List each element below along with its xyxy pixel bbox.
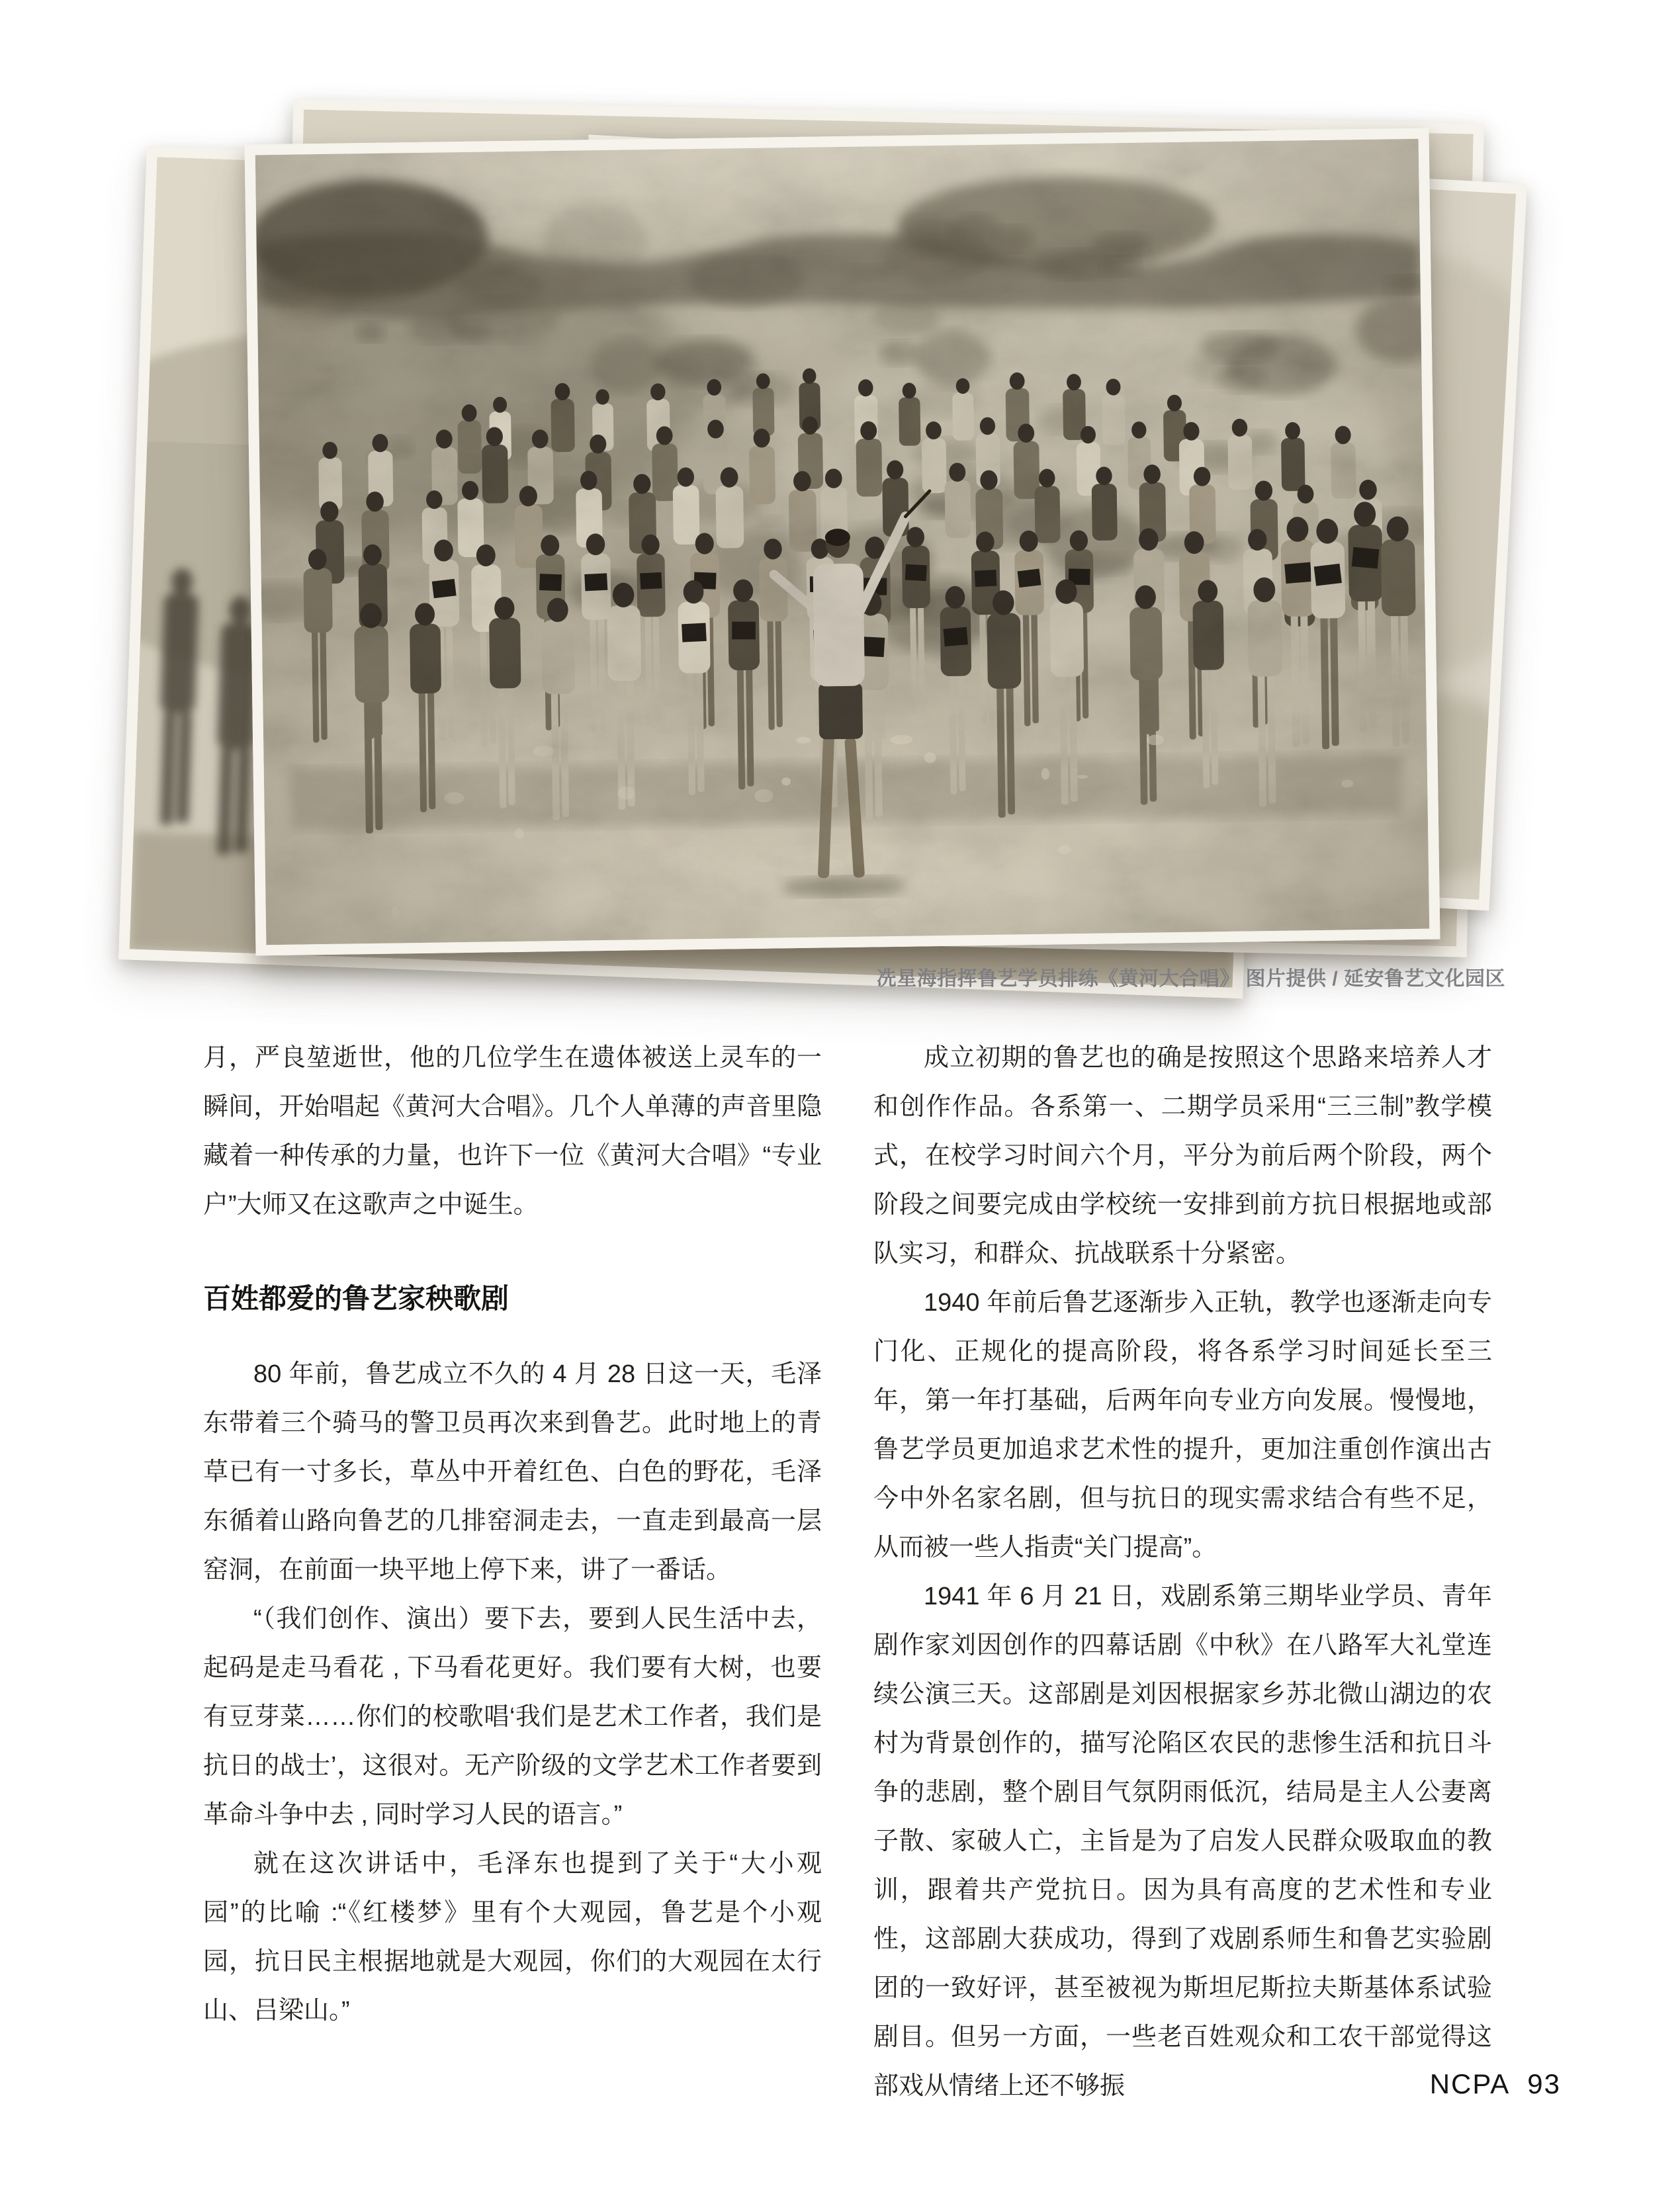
page-number: 93	[1527, 2068, 1561, 2099]
body-paragraph: 80 年前，鲁艺成立不久的 4 月 28 日这一天，毛泽东带着三个骑马的警卫员再次来到鲁艺。此时地上的青草已有一寸多长，草丛中开着红色、白色的野花，毛泽东循着山路向鲁艺的几排窑洞走去，一直走到最高一层窑洞，在前面一块平地上停下来，讲了一番话。	[203, 1360, 822, 1584]
article-columns	[203, 1033, 1493, 2111]
choir-photo-scene	[255, 139, 1429, 945]
choir-photo	[245, 128, 1440, 956]
body-paragraph: 1941 年 6 月 21 日，戏剧系第三期毕业学员、青年剧作家刘因创作的四幕话剧《中秋》在八路军大礼堂连续公演三天。这部剧是刘因根据家乡苏北微山湖边的农村为背景创作的，描写沦陷区农民的悲惨生活和抗日斗争的悲剧，整个剧目气氛阴雨低沉，结局是主人公妻离子散、家破人亡，主旨是为了启发人民群众吸取血的教训，跟着共产党抗日。因为具有高度的艺术性和专业性，这部剧大获成功，得到了戏剧系师生和鲁艺实验剧团的一致好评，甚至被视为斯坦尼斯拉夫斯基体系试验剧目。但另一方面，一些老百姓观众和工农干部觉得这部戏从情绪上还不够振	[873, 1583, 1492, 2100]
right-column	[873, 1033, 1492, 2111]
photo-caption: 冼星海指挥鲁艺学员排练《黄河大合唱》 图片提供 / 延安鲁艺文化园区	[876, 968, 1505, 990]
body-paragraph: 1940 年前后鲁艺逐渐步入正轨，教学也逐渐走向专门化、正规化的提高阶段，将各系学习时间延长至三年，第一年打基础，后两年向专业方向发展。慢慢地，鲁艺学员更加追求艺术性的提升，更加注重创作演出古今中外名家名剧，但与抗日的现实需求结合有些不足，从而被一些人指责“关门提高”。	[873, 1289, 1492, 1561]
body-paragraph: “（我们创作、演出）要下去，要到人民生活中去，起码是走马看花 , 下马看花更好。我们要有大树，也要有豆芽菜……你们的校歌唱‘我们是艺术工作者，我们是抗日的战士’，这很对。无产阶级的文学艺术工作者要到革命斗争中去 , 同时学习人民的语言。”	[203, 1605, 822, 1829]
section-heading: 百姓都爱的鲁艺家秧歌剧	[203, 1283, 509, 1314]
body-paragraph: 就在这次讲话中，毛泽东也提到了关于“大小观园”的比喻 :“《红楼梦》里有个大观园，鲁艺是个小观园，抗日民主根据地就是大观园，你们的大观园在太行山、吕梁山。”	[203, 1850, 822, 2025]
body-paragraph: 成立初期的鲁艺也的确是按照这个思路来培养人才和创作作品。各系第一、二期学员采用“三三制”教学模式，在校学习时间六个月，平分为前后两个阶段，两个阶段之间要完成由学校统一安排到前方抗日根据地或部队实习，和群众、抗战联系十分紧密。	[873, 1044, 1492, 1268]
body-paragraph: 月，严良堃逝世，他的几位学生在遗体被送上灵车的一瞬间，开始唱起《黄河大合唱》。几个人单薄的声音里隐藏着一种传承的力量，也许下一位《黄河大合唱》“专业户”大师又在这歌声之中诞生。	[203, 1044, 822, 1219]
journal-brand: NCPA	[1429, 2068, 1511, 2099]
left-column	[203, 1033, 822, 2111]
page-footer	[1430, 2068, 1561, 2100]
